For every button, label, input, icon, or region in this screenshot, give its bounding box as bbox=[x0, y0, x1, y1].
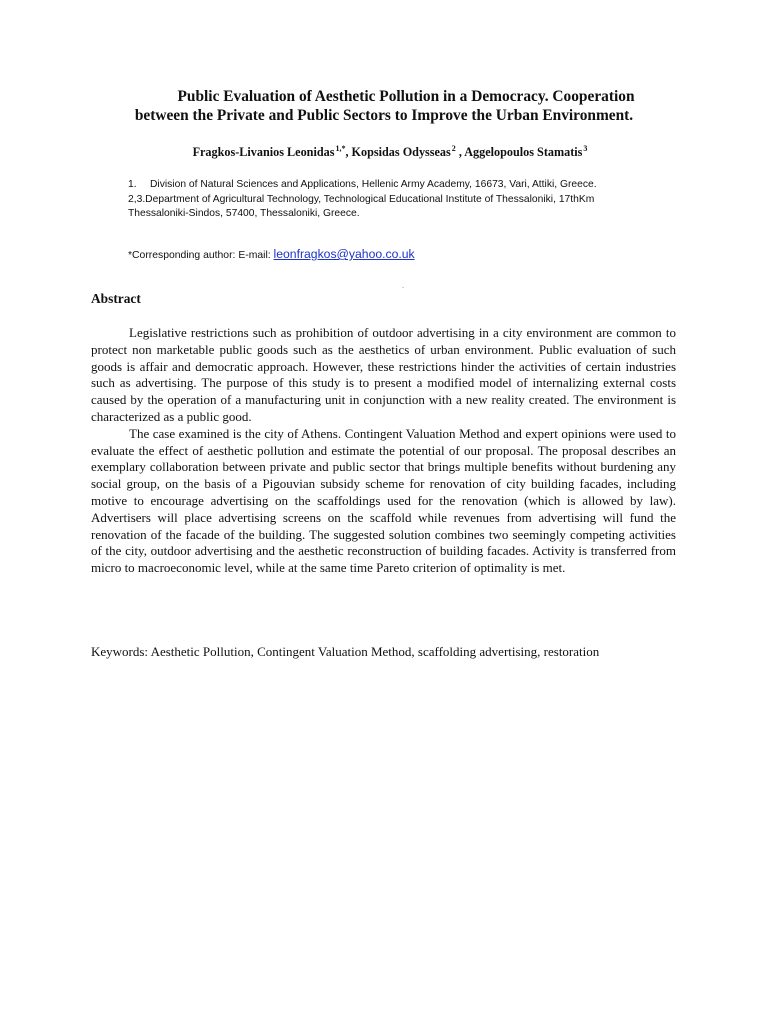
corresponding-author bbox=[128, 247, 415, 261]
author-1-superscript: 1,* bbox=[335, 144, 346, 153]
author-1-name: Fragkos-Livanios Leonidas bbox=[192, 145, 335, 159]
affiliation-2-line-1: 2,3.Department of Agricultural Technology, Technological Educational Institute of Thessaloniki, 17thKm bbox=[128, 193, 595, 205]
abstract-paragraph-1: Legislative restrictions such as prohibition of outdoor advertising in a city environment are common to protect non marketable public goods such as the aesthetics of urban environment. Public evaluation of such goods is affair and democratic approach. However, these restrictions hinder the activities of certain industries such as advertising. The purpose of this study is to present a modified model of internalizing external costs caused by the operation of a manufacturing unit in conjunction with a new reality created. The environment is characterized as a public good. bbox=[91, 325, 676, 424]
abstract-paragraph-2: The case examined is the city of Athens. Contingent Valuation Method and expert opinions were used to evaluate the effect of aesthetic pollution and estimate the potential of our proposal. The proposal describes an exemplary collaboration between private and public sector that brings multiple benefits without burdening any social group, on the basis of a Pigouvian subsidy scheme for renovation of city building facades, including motive to encourage advertising on the scaffoldings used for the renovation (which is allowed by law). Advertisers will place advertising screens on the scaffold while revenues from advertising will fund the renovation of the facade of the building. The suggested solution combines two seemingly competing activities of the city, outdoor advertising and the aesthetic reconstruction of building facades. Activity is transferred from micro to macroeconomic level, while at the same time Pareto criterion of optimality is met. bbox=[91, 425, 676, 576]
paper-title bbox=[88, 87, 680, 125]
affiliations bbox=[128, 178, 688, 222]
abstract-heading: Abstract bbox=[91, 291, 141, 306]
author-2-name: Kopsidas Odysseas bbox=[351, 145, 451, 159]
affiliation-1-number: 1. bbox=[128, 179, 137, 190]
author-3-superscript: 3 bbox=[583, 144, 588, 153]
author-3-name: Aggelopoulos Stamatis bbox=[464, 145, 583, 159]
stray-dot: . bbox=[402, 281, 404, 290]
abstract-body bbox=[91, 325, 676, 577]
corresponding-label: *Corresponding author: E-mail: bbox=[128, 250, 274, 261]
title-line-1: Public Evaluation of Aesthetic Pollution in a Democracy. Cooperation bbox=[177, 88, 635, 105]
email-link[interactable]: leonfragkos@yahoo.co.uk bbox=[273, 247, 415, 261]
author-separator: , bbox=[345, 145, 352, 159]
affiliation-1-text: Division of Natural Sciences and Applications, Hellenic Army Academy, 16673, Vari, Attiki, Greece. bbox=[150, 179, 597, 190]
keywords: Keywords: Aesthetic Pollution, Contingent Valuation Method, scaffolding advertising, restoration bbox=[91, 644, 600, 659]
author-2-superscript: 2 bbox=[451, 144, 456, 153]
author-list bbox=[100, 144, 680, 160]
affiliation-1 bbox=[128, 178, 688, 193]
author-separator: , bbox=[455, 145, 465, 159]
affiliation-2-line-2: Thessaloniki-Sindos, 57400, Thessaloniki, Greece. bbox=[128, 208, 360, 220]
title-line-2: between the Private and Public Sectors to Improve the Urban Environment. bbox=[134, 107, 634, 124]
